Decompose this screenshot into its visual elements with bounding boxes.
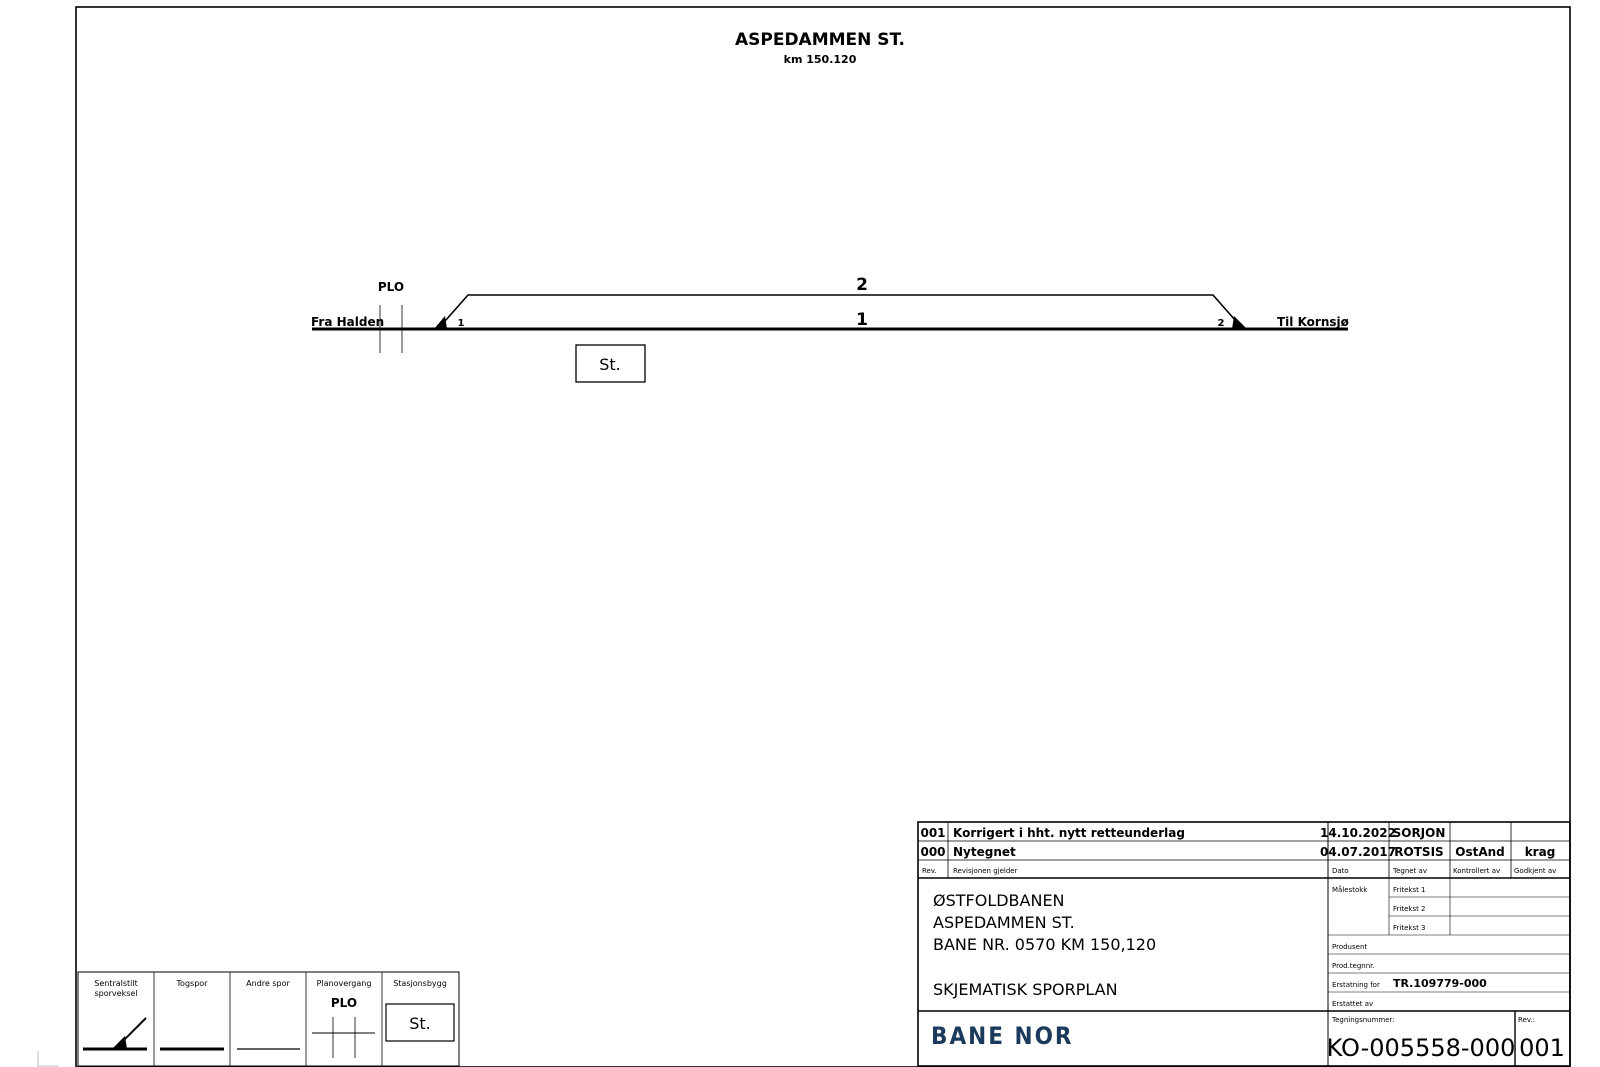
project-line-3: BANE NR. 0570 KM 150,120 xyxy=(933,935,1157,954)
rev-date-1: 14.10.2022 xyxy=(1320,826,1396,840)
title-block xyxy=(918,822,1570,1066)
rev-approved-0: krag xyxy=(1524,845,1556,859)
switch-1-symbol xyxy=(434,316,447,329)
crossing-label: PLO xyxy=(377,280,405,294)
legend-label-crossing: Planovergang xyxy=(316,979,372,988)
track-2-number: 2 xyxy=(856,275,868,295)
rev-number-0: 000 xyxy=(920,845,946,859)
switch-1-number: 1 xyxy=(457,318,465,329)
to-label: Til Kornsjø xyxy=(1277,315,1349,329)
rev-description-1: Korrigert i hht. nytt retteunderlag xyxy=(953,826,1185,840)
legend-label-other-track: Andre spor xyxy=(246,979,290,988)
switch-2-number: 2 xyxy=(1217,318,1225,329)
header-approved: Godkjent av xyxy=(1514,867,1557,875)
producer-label: Produsent xyxy=(1332,943,1368,951)
switch-2-symbol xyxy=(1232,316,1247,329)
prod-number-label: Prod.tegnnr. xyxy=(1332,962,1375,970)
rev-date-0: 04.07.2017 xyxy=(1320,845,1396,859)
header-checked: Kontrollert av xyxy=(1453,867,1501,875)
rev-description-0: Nytegnet xyxy=(953,845,1016,859)
replaced-by-label: Erstattet av xyxy=(1332,1000,1374,1008)
project-line-2: ASPEDAMMEN ST. xyxy=(933,913,1075,932)
project-line-1: ØSTFOLDBANEN xyxy=(933,891,1065,910)
from-label: Fra Halden xyxy=(311,315,385,329)
drawing-number: KO-005558-000 xyxy=(1326,1034,1516,1062)
sheet-border xyxy=(76,7,1570,1067)
scale-label: Målestokk xyxy=(1332,886,1368,894)
legend-label-switch: Sentralstilt xyxy=(94,979,138,988)
header-date: Dato xyxy=(1332,867,1349,875)
track-plan xyxy=(311,275,1349,382)
free-text-2-label: Fritekst 2 xyxy=(1393,905,1426,913)
drawing-type-title: SKJEMATISK SPORPLAN xyxy=(933,980,1118,999)
drawing-number-label: Tegningsnummer: xyxy=(1332,1016,1395,1024)
bane-nor-logo xyxy=(931,1022,1074,1050)
track-1-number: 1 xyxy=(856,310,868,330)
legend-label-station: Stasjonsbygg xyxy=(393,979,447,988)
legend-crossing-text: PLO xyxy=(330,996,358,1010)
replaces-value: TR.109779-000 xyxy=(1393,977,1487,990)
legend-label-train-track: Togspor xyxy=(176,979,208,988)
header-rev: Rev. xyxy=(922,867,937,875)
logo-text: BANE NOR xyxy=(931,1022,1074,1050)
rev-number-1: 001 xyxy=(920,826,946,840)
rev-label: Rev.: xyxy=(1518,1016,1536,1024)
station-building-label: St. xyxy=(599,355,621,374)
rev-drawn-0: ROTSIS xyxy=(1394,845,1444,859)
rev-checked-0: OstAnd xyxy=(1455,845,1505,859)
rev-drawn-1: SORJON xyxy=(1392,826,1446,840)
free-text-3-label: Fritekst 3 xyxy=(1393,924,1426,932)
track-2-line xyxy=(438,295,1243,329)
drawing-subtitle: km 150.120 xyxy=(783,53,857,66)
free-text-1-label: Fritekst 1 xyxy=(1393,886,1426,894)
legend-switch-symbol xyxy=(112,1036,127,1049)
header-drawn: Tegnet av xyxy=(1393,867,1427,875)
rev-value: 001 xyxy=(1519,1034,1565,1062)
replaces-label: Erstatning for xyxy=(1332,981,1380,989)
legend-station-text: St. xyxy=(409,1014,431,1033)
legend-label-switch-2: sporveksel xyxy=(94,989,138,998)
drawing-title: ASPEDAMMEN ST. xyxy=(734,30,906,50)
legend xyxy=(78,972,459,1066)
header-description: Revisjonen gjelder xyxy=(953,867,1018,875)
corner-mark xyxy=(38,1051,58,1066)
